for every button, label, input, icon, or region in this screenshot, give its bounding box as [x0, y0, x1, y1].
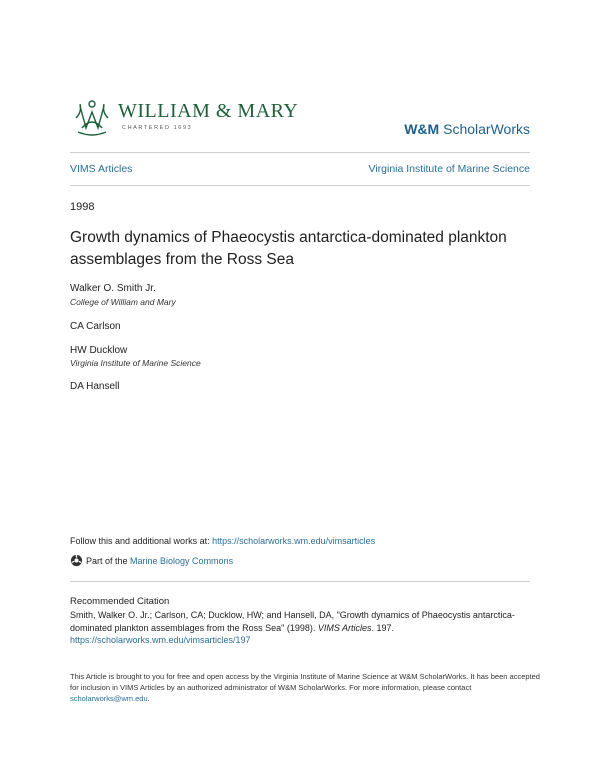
contact-email-link[interactable]: scholarworks@wm.edu	[70, 694, 148, 703]
author-affiliation: College of William and Mary	[70, 297, 176, 307]
citation-number: . 197.	[371, 622, 395, 633]
follow-line	[70, 536, 375, 546]
divider-citation	[70, 581, 530, 582]
part-of-line	[70, 554, 233, 567]
collection-link[interactable]: https://scholarworks.wm.edu/vimsarticles	[212, 536, 376, 546]
commons-network-icon	[70, 554, 83, 567]
divider-top	[70, 152, 530, 153]
scholarworks-brand[interactable]	[404, 121, 530, 137]
part-of-prefix: Part of the	[86, 556, 131, 566]
logo-chartered: CHARTERED 1693	[122, 125, 193, 131]
access-notice-end: .	[147, 694, 150, 703]
recommended-citation	[70, 609, 540, 647]
marine-biology-commons-link[interactable]: Marine Biology Commons	[130, 556, 234, 566]
brand-rest: ScholarWorks	[439, 121, 530, 137]
author-name: Walker O. Smith Jr.	[70, 283, 156, 294]
access-notice	[70, 671, 540, 704]
citation-text: Smith, Walker O. Jr.; Carlson, CA; Ducklow, HW; and Hansell, DA, "Growth dynamics of Phaeocystis antarctica-dominated plankton assemblages from the Ross Sea" (1998).	[70, 610, 515, 633]
author-name: CA Carlson	[70, 321, 121, 332]
follow-prefix: Follow this and additional works at:	[70, 536, 213, 546]
brand-bold: W&M	[404, 121, 440, 137]
logo-wordmark: WILLIAM & MARY	[118, 100, 299, 122]
cypher-emblem-icon	[72, 98, 112, 138]
article-title: Growth dynamics of Phaeocystis antarctica-dominated plankton assemblages from the Ross Sea	[70, 229, 507, 268]
recommended-citation-heading: Recommended Citation	[70, 596, 170, 607]
citation-url-link[interactable]: https://scholarworks.wm.edu/vimsarticles/197	[70, 635, 251, 645]
divider-nav	[70, 185, 530, 186]
access-notice-text: This Article is brought to you for free and open access by the Virginia Institute of Marine Science at W&M ScholarWorks. It has been accepted for inclusion in VIMS Articles by an authorized administrator of W&M ScholarWorks. For more information, please contact	[70, 672, 540, 692]
author-name: HW Ducklow	[70, 345, 128, 356]
author-name: DA Hansell	[70, 381, 120, 392]
author-affiliation: Virginia Institute of Marine Science	[70, 358, 201, 368]
citation-journal: VIMS Articles	[317, 622, 372, 633]
william-mary-logo[interactable]	[72, 98, 299, 140]
vims-institute-link[interactable]: Virginia Institute of Marine Science	[368, 163, 530, 175]
publication-year: 1998	[70, 201, 95, 213]
vims-articles-link[interactable]: VIMS Articles	[70, 163, 133, 175]
